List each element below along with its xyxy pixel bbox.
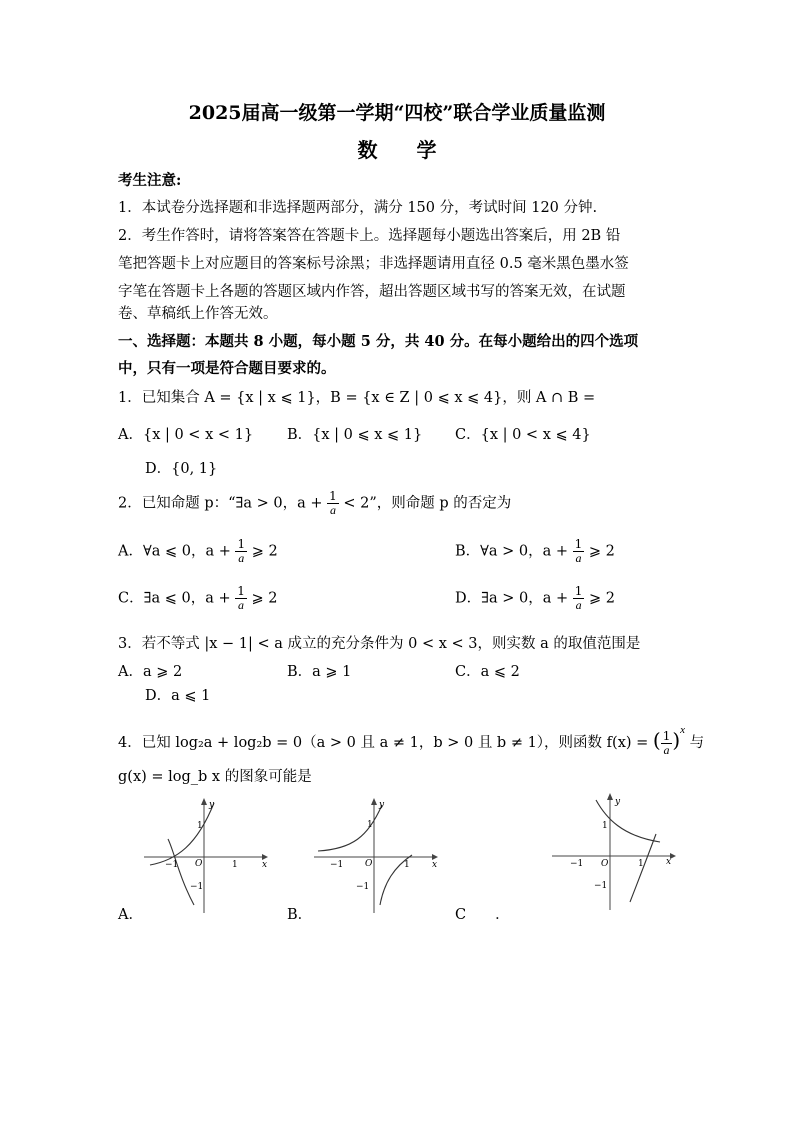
frac-num: 1: [574, 537, 583, 551]
tick-label: −1: [356, 882, 370, 892]
q2-a-pre: A．∀a ⩽ 0，a +: [118, 543, 231, 560]
note-1: 1．本试卷分选择题和非选择题两部分，满分 150 分，考试时间 120 分钟.: [118, 200, 598, 216]
q2-stem: [118, 490, 511, 517]
x-label: x: [262, 860, 268, 870]
q2-option-b: [455, 538, 615, 565]
section-heading-line-2: 中，只有一项是符合题目要求的。: [118, 360, 336, 377]
frac-den: a: [575, 598, 582, 612]
y-arrow-icon: [371, 798, 377, 805]
notes-heading: 考生注意:: [118, 172, 182, 189]
q2-c-post: ⩾ 2: [251, 590, 278, 607]
note-2-line-4: 卷、草稿纸上作答无效。: [118, 306, 278, 322]
q1-option-b: B．{x | 0 ⩽ x ⩽ 1}: [287, 427, 423, 443]
q2-b-pre: B．∀a > 0，a +: [455, 543, 569, 560]
frac-den: a: [238, 551, 245, 565]
q4-stem-line-2: g(x) = log_b x 的图象可能是: [118, 769, 312, 785]
frac-den: a: [663, 742, 670, 757]
q4-graph-a: [142, 797, 270, 915]
frac-num: 1: [662, 728, 671, 743]
y-label: y: [379, 800, 385, 810]
q2-d-pre: D．∃a > 0，a +: [455, 590, 569, 607]
q2-d-post: ⩾ 2: [589, 590, 615, 607]
origin-label: O: [365, 859, 373, 869]
q2-a-post: ⩾ 2: [251, 543, 278, 560]
q2-option-c: [118, 585, 277, 612]
q4-graph-c: [550, 790, 678, 912]
q1-option-a: A．{x | 0 < x < 1}: [118, 427, 254, 443]
tick-label: −1: [594, 881, 608, 891]
frac-num: 1: [237, 537, 246, 551]
q1-option-d: D．{0, 1}: [145, 461, 218, 477]
q2-fraction: [573, 585, 585, 612]
tick-label: 1: [404, 860, 410, 870]
q3-stem: 3．若不等式 |x − 1| < a 成立的充分条件为 0 < x < 3，则实数 a 的取值范围是: [118, 636, 641, 652]
frac-num: 1: [574, 584, 583, 598]
origin-label: O: [601, 859, 609, 869]
note-2-line-2: 笔把答题卡上对应题目的答案标号涂黑；非选择题请用直径 0.5 毫米黑色墨水签: [118, 256, 629, 272]
x-label: x: [666, 857, 672, 867]
y-arrow-icon: [607, 793, 613, 800]
q3-option-a: A．a ⩾ 2: [118, 664, 183, 680]
q2-b-post: ⩾ 2: [588, 543, 615, 560]
q3-option-d: D．a ⩽ 1: [145, 688, 211, 704]
tick-label: 1: [602, 821, 608, 831]
q4-stem-text: 4．已知 log₂a + log₂b = 0（a > 0 且 a ≠ 1，b > 0 且 b ≠ 1），则函数 f(x) =: [118, 735, 653, 751]
q2-fraction: [327, 490, 339, 517]
q2-fraction: [573, 538, 585, 565]
tick-label: −1: [165, 860, 179, 870]
subject-char: 学: [416, 138, 437, 162]
note-2-line-3: 字笔在答题卡上各题的答题区域内作答，超出答题区域书写的答案无效，在试题: [118, 284, 626, 300]
tick-label: 1: [197, 821, 203, 831]
y-arrow-icon: [201, 798, 207, 805]
q4-option-c-label: C ．: [455, 907, 510, 923]
q2-fraction: [235, 538, 247, 565]
y-label: y: [209, 800, 215, 810]
origin-label: O: [195, 859, 203, 869]
frac-den: a: [238, 598, 245, 612]
q2-c-pre: C．∃a ⩽ 0，a +: [118, 590, 231, 607]
q4-fraction: [661, 730, 673, 757]
frac-num: 1: [237, 584, 245, 598]
q4-option-b-label: B．: [287, 907, 313, 923]
q2-stem-pre: 2．已知命题 p：“∃a > 0，a +: [118, 495, 323, 512]
q2-fraction: [235, 585, 247, 612]
q4-option-a-label: A．: [118, 907, 143, 923]
q1-stem: 1．已知集合 A = {x | x ⩽ 1}，B = {x ∈ Z | 0 ⩽ x ⩽ 4}，则 A ∩ B =: [118, 390, 596, 406]
tick-label: 1: [638, 859, 644, 869]
frac-den: a: [575, 551, 582, 565]
exam-title: 2025届高一级第一学期“四校”联合学业质量监测: [188, 102, 606, 124]
frac-num: 1: [329, 489, 337, 503]
y-label: y: [615, 797, 621, 807]
q2-option-d: [455, 585, 615, 612]
curve-g: [168, 839, 194, 905]
frac-den: a: [329, 503, 336, 517]
q1-option-c: C．{x | 0 < x ⩽ 4}: [455, 427, 591, 443]
q4-graph-b: [312, 797, 440, 915]
tick-label: −1: [190, 882, 204, 892]
q4-stem-end: 与: [689, 735, 705, 751]
q4-power: x: [680, 724, 686, 736]
q2-option-a: [118, 538, 278, 565]
subject-title: [0, 134, 794, 163]
x-label: x: [432, 860, 438, 870]
tick-label: 1: [232, 860, 238, 870]
note-2-line-1: 2．考生作答时，请将答案答在答题卡上。选择题每小题选出答案后，用 2B 铅: [118, 228, 621, 244]
section-heading-line-1: 一、选择题：本题共 8 小题，每小题 5 分，共 40 分。在每小题给出的四个选项: [118, 333, 639, 350]
q2-stem-post: < 2”，则命题 p 的否定为: [343, 495, 512, 512]
q4-stem: 4．已知 log₂a + log₂b = 0（a > 0 且 a ≠ 1，b > 0 且 b ≠ 1），则函数 f(x) = ( $\frac{1}{a}$ )$^x$ 与: [118, 724, 705, 757]
tick-label: −1: [570, 859, 584, 869]
tick-label: 1: [367, 820, 373, 830]
subject-char: 数: [357, 138, 378, 162]
q3-option-c: C．a ⩽ 2: [455, 664, 520, 680]
q3-option-b: B．a ⩾ 1: [287, 664, 352, 680]
tick-label: −1: [330, 860, 344, 870]
